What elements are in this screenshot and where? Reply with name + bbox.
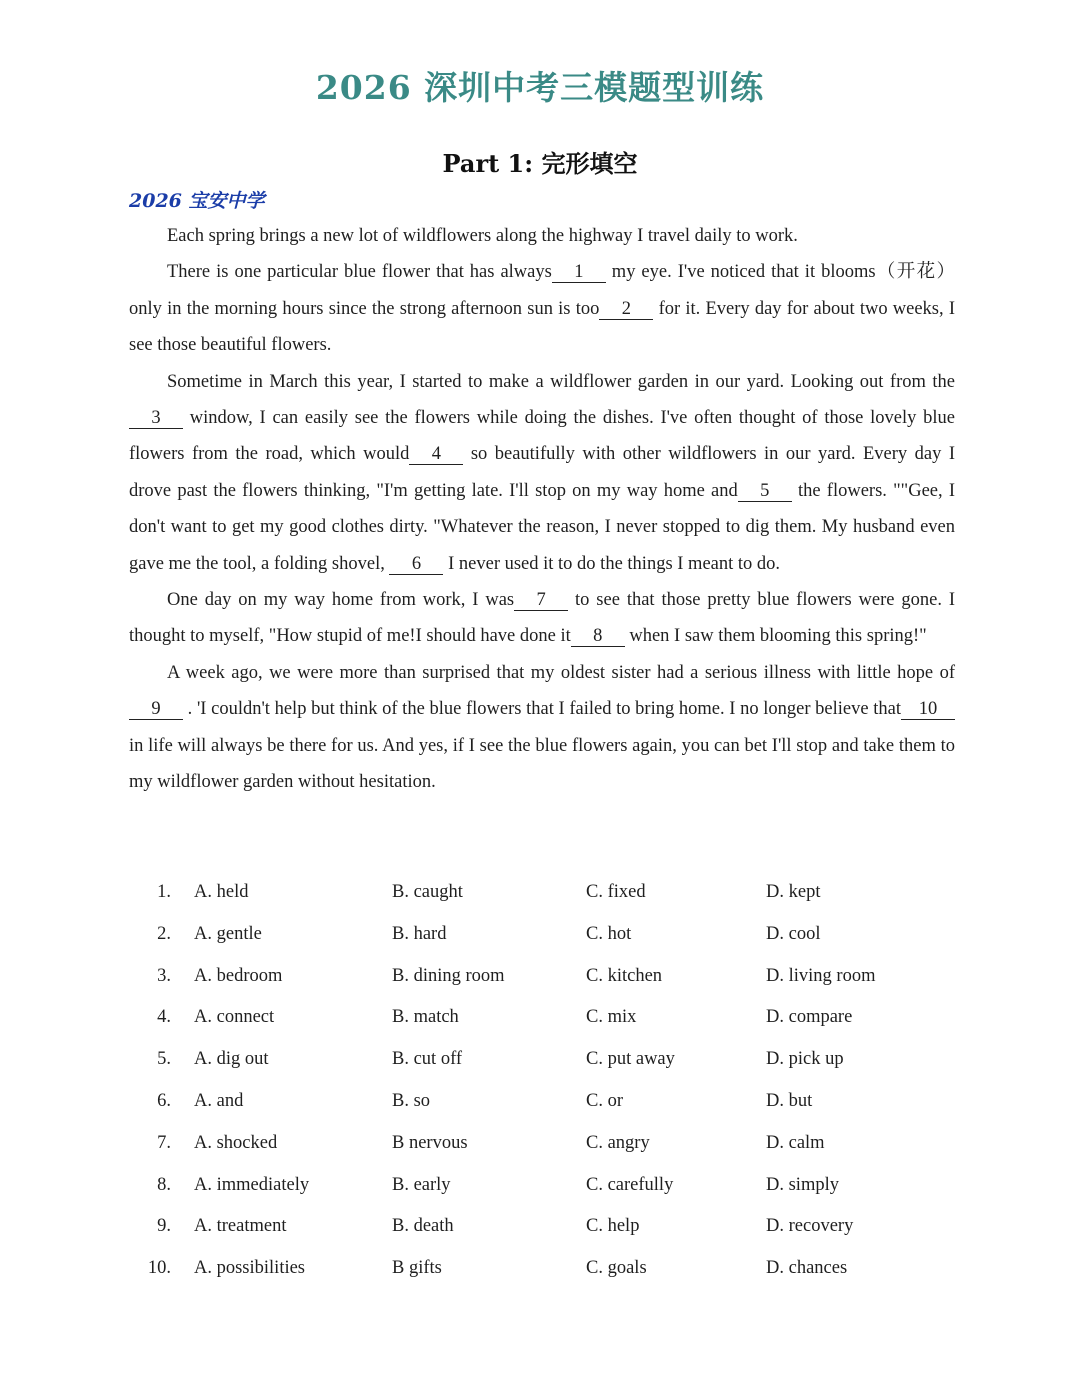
option-c: C. carefully	[586, 1174, 674, 1195]
passage-text: A week ago, we were more than surprised that my oldest sister had a serious illness with little hope of	[167, 662, 955, 683]
option-b: B. hard	[392, 923, 447, 944]
question-number: 7.	[157, 1132, 171, 1153]
option-c: C. mix	[586, 1007, 637, 1028]
option-b: B. so	[392, 1090, 431, 1111]
question-row	[129, 1206, 955, 1248]
blank-1: 1	[552, 262, 606, 283]
blank-5: 5	[738, 481, 792, 502]
option-a: A. dig out	[194, 1049, 269, 1070]
option-b: B. cut off	[392, 1049, 463, 1070]
blank-7: 7	[514, 590, 568, 611]
passage-text: One day on my way home from work, I was	[167, 590, 515, 611]
option-c: C. goals	[586, 1258, 647, 1279]
option-b: B. early	[392, 1174, 451, 1195]
cloze-passage	[129, 218, 955, 801]
question-number: 9.	[157, 1216, 171, 1237]
passage-text: Sometime in March this year, I started to make a wildflower garden in our yard. Looking out from the	[167, 371, 955, 392]
question-number: 6.	[157, 1090, 171, 1111]
question-number: 8.	[157, 1174, 171, 1195]
option-b: B nervous	[392, 1132, 468, 1153]
passage-text: I never used it to do the things I meant to do.	[443, 553, 781, 574]
passage-text: when I saw them blooming this spring!"	[624, 626, 927, 647]
question-number: 1.	[157, 882, 171, 902]
option-a: A. bedroom	[194, 965, 283, 986]
passage-paragraph-3	[129, 364, 955, 582]
answer-options	[129, 872, 955, 1290]
option-d: D. but	[766, 1090, 813, 1111]
option-d: D. compare	[766, 1007, 853, 1028]
blank-8: 8	[571, 626, 625, 647]
question-row	[129, 1081, 955, 1123]
option-c: C. fixed	[586, 882, 646, 902]
option-a: A. immediately	[194, 1174, 310, 1195]
option-b: B. caught	[392, 882, 463, 902]
option-c: C. or	[586, 1090, 623, 1111]
question-number: 10.	[147, 1258, 171, 1279]
option-a: A. gentle	[194, 923, 262, 944]
option-d: D. living room	[766, 965, 876, 986]
option-c: C. kitchen	[586, 965, 663, 986]
option-a: A. possibilities	[194, 1258, 306, 1279]
blank-3: 3	[129, 408, 183, 429]
passage-paragraph-4	[129, 582, 955, 655]
passage-text: window, I can easily see the flowers while doing the dishes. I've often thought of those lovely blue flowers from the road, which would	[129, 408, 955, 465]
option-c: C. help	[586, 1216, 640, 1237]
option-d: D. cool	[766, 923, 821, 944]
option-d: D. pick up	[766, 1049, 844, 1070]
question-number: 5.	[157, 1049, 171, 1070]
document-title: 2026 深圳中考三模题型训练	[315, 68, 765, 107]
question-row	[129, 1248, 955, 1290]
option-d: D. kept	[766, 882, 821, 902]
question-row	[129, 872, 955, 914]
option-d: D. calm	[766, 1132, 825, 1153]
question-row	[129, 1039, 955, 1081]
option-b: B gifts	[392, 1258, 442, 1279]
question-row	[129, 1165, 955, 1207]
option-a: A. shocked	[194, 1132, 278, 1153]
part-title: Part 1: 完形填空	[442, 149, 638, 178]
passage-paragraph-5	[129, 655, 955, 801]
blank-9: 9	[129, 699, 183, 720]
passage-paragraph-1: Each spring brings a new lot of wildflowers along the highway I travel daily to work.	[167, 226, 798, 246]
option-b: B. dining room	[392, 965, 505, 986]
option-c: C. put away	[586, 1049, 675, 1070]
passage-text: for it. Every day for about two weeks, I see those beautiful flowers.	[129, 298, 955, 356]
option-a: A. connect	[194, 1007, 275, 1028]
passage-paragraph-2	[129, 254, 955, 363]
question-row	[129, 914, 955, 956]
option-b: B. death	[392, 1216, 454, 1237]
passage-text: the flowers. ""Gee, I don't want to get my good clothes dirty. "Whatever the reason, I never stopped to dig them. My husband even gave me the tool, a folding shovel,	[129, 480, 955, 574]
blank-4: 4	[409, 444, 463, 465]
option-a: A. held	[194, 882, 249, 902]
question-row	[129, 1123, 955, 1165]
passage-text: so beautifully with other wildflowers in our yard. Every day I drove past the flowers thinking, "I'm getting late. I'll stop on my way home and	[129, 444, 955, 501]
option-c: C. hot	[586, 923, 632, 944]
question-row	[129, 997, 955, 1039]
question-number: 2.	[157, 923, 171, 944]
option-c: C. angry	[586, 1132, 650, 1153]
question-number: 3.	[157, 965, 171, 986]
question-row	[129, 956, 955, 998]
passage-text: There is one particular blue flower that has always	[167, 262, 552, 283]
option-a: A. and	[194, 1090, 244, 1111]
option-d: D. chances	[766, 1258, 848, 1279]
blank-10: 10	[901, 699, 955, 720]
passage-text: in life will always be there for us. And yes, if I see the blue flowers again, you can bet I'll stop and take them to my wildflower garden without hesitation.	[129, 735, 955, 793]
passage-text: to see that those pretty blue flowers were gone. I thought to myself, "How stupid of me!I should have done it	[129, 590, 956, 647]
school-label: 2026 宝安中学	[129, 190, 265, 212]
option-b: B. match	[392, 1007, 459, 1028]
option-d: D. recovery	[766, 1216, 854, 1237]
option-d: D. simply	[766, 1174, 839, 1195]
passage-text: . 'I couldn't help but think of the blue flowers that I failed to bring home. I no longer believe that	[183, 699, 901, 720]
passage-text: my eye. I've noticed that it blooms（开花）only in the morning hours since the strong afternoon sun is too	[129, 262, 955, 319]
question-number: 4.	[157, 1007, 171, 1028]
blank-2: 2	[599, 299, 653, 320]
option-a: A. treatment	[194, 1216, 287, 1237]
blank-6: 6	[389, 554, 443, 575]
